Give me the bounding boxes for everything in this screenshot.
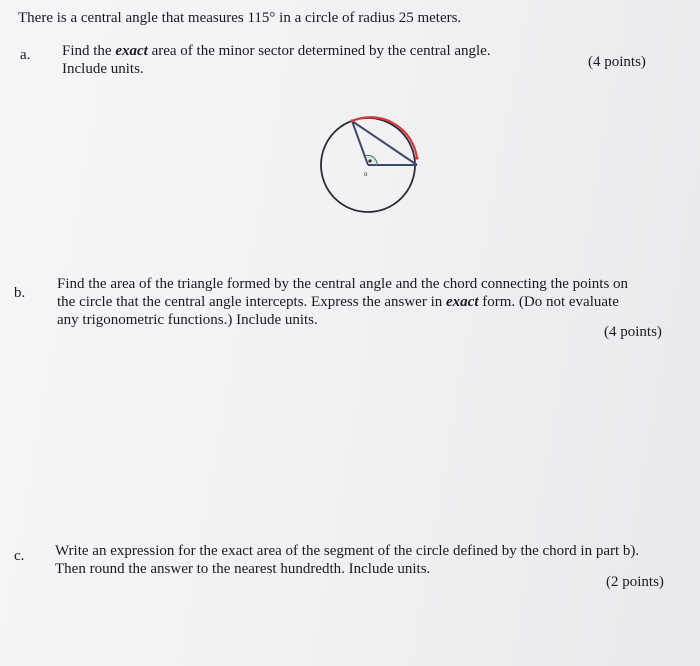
part-b-line3: any trigonometric functions.) Include units. bbox=[57, 312, 318, 328]
part-b-line2: the circle that the central angle intercepts. Express the answer in exact form. (Do not evaluate bbox=[57, 294, 619, 310]
part-a-question bbox=[62, 42, 491, 78]
part-b-question bbox=[57, 275, 628, 329]
part-b-line1: Find the area of the triangle formed by the central angle and the chord connecting the points on bbox=[57, 276, 629, 292]
center-label: o bbox=[364, 172, 368, 178]
part-b-label: b. bbox=[14, 285, 26, 301]
part-a-label: a. bbox=[20, 47, 31, 63]
part-c-line1: Write an expression for the exact area of the segment of the circle defined by the chord in part b). bbox=[55, 543, 640, 559]
problem-intro: There is a central angle that measures 115° in a circle of radius 25 meters. bbox=[18, 10, 462, 26]
circle-diagram bbox=[318, 112, 438, 222]
endpoint-2 bbox=[415, 156, 418, 159]
part-a-line2: Include units. bbox=[62, 61, 144, 77]
part-a-points: (4 points) bbox=[588, 54, 646, 70]
part-c-line2: Then round the answer to the nearest hundredth. Include units. bbox=[55, 561, 431, 577]
endpoint-1 bbox=[350, 119, 353, 122]
part-c-points: (2 points) bbox=[606, 574, 664, 590]
angle-dot bbox=[368, 159, 371, 162]
part-c-label: c. bbox=[14, 548, 25, 564]
part-c-question bbox=[55, 542, 639, 578]
chord bbox=[352, 121, 417, 165]
part-b-points: (4 points) bbox=[604, 324, 662, 340]
part-a-line1: Find the exact area of the minor sector determined by the central angle. bbox=[62, 43, 491, 59]
